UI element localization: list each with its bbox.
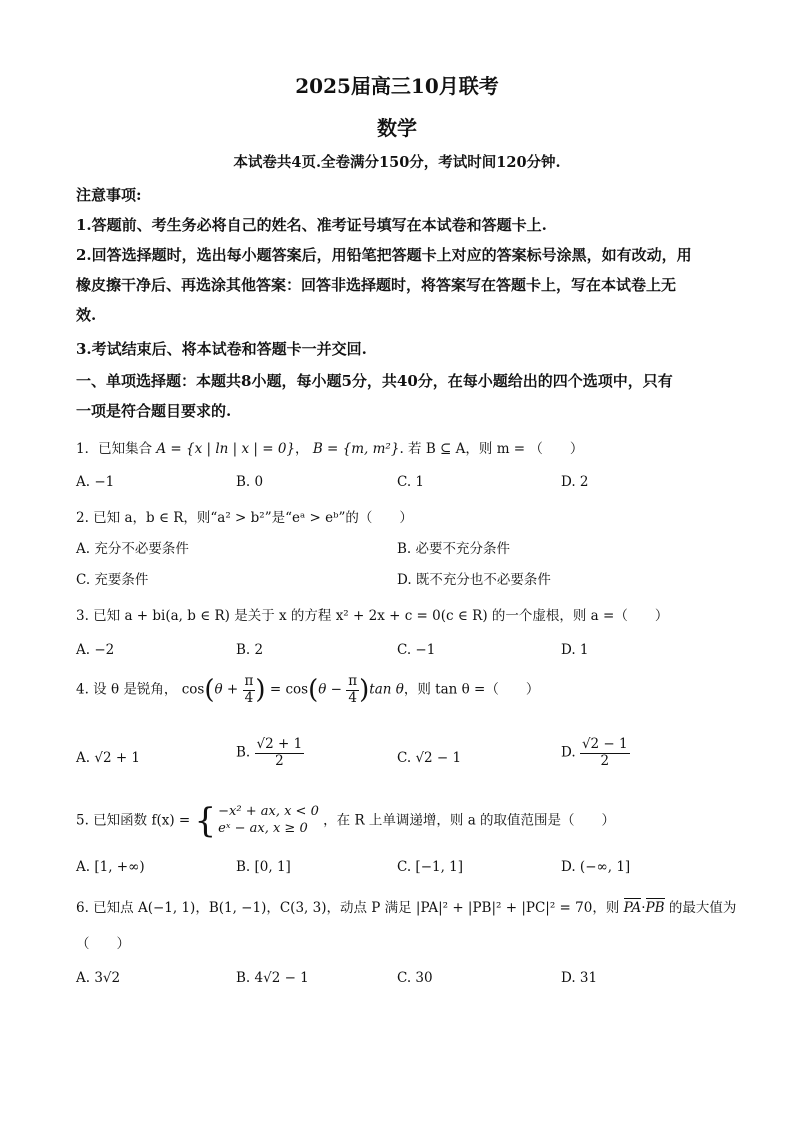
exam-title: 2025届高三10月联考 bbox=[295, 74, 499, 98]
q6-stem-a: 6. 已知点 A(−1, 1)，B(1, −1)，C(3, 3)，动点 P 满足 |PA|² + |PB|² + |PC|² = 70，则 bbox=[76, 900, 620, 916]
note-1: 1.答题前、考生务必将自己的姓名、准考证号填写在本试卷和答题卡上. bbox=[76, 216, 547, 234]
q6-stem-b: 的最大值为 bbox=[668, 900, 737, 916]
q5-piecewise bbox=[194, 801, 319, 841]
q4-cos-left: cos bbox=[181, 681, 205, 698]
question-3: 3. 已知 a + bi(a, b ∈ R) 是关于 x 的方程 x² + 2x + c = 0(c ∈ R) 的一个虚根，则 a =（ ） bbox=[76, 608, 669, 624]
q5-option-b: B. [0, 1] bbox=[236, 859, 291, 875]
q4-d-frac bbox=[580, 737, 630, 769]
q4-paren: ( bbox=[308, 675, 319, 706]
q4-b-frac bbox=[255, 737, 305, 769]
q6-option-d: D. 31 bbox=[561, 970, 598, 986]
q3-option-a: A. −2 bbox=[76, 642, 115, 658]
q4-option-b bbox=[236, 737, 304, 769]
q4-paren: ( bbox=[204, 675, 215, 706]
q5-option-d: D. (−∞, 1] bbox=[561, 859, 631, 875]
question-2: 2. 已知 a，b ∈ R，则“a² > b²”是“eᵃ > eᵇ”的（ ） bbox=[76, 510, 413, 526]
q6-option-a: A. 3√2 bbox=[76, 970, 121, 986]
q2-option-a: A. 充分不必要条件 bbox=[76, 541, 189, 557]
q1-option-a: A. −1 bbox=[76, 474, 115, 490]
q2-option-d: D. 既不充分也不必要条件 bbox=[397, 572, 551, 588]
section-heading-line-2: 一项是符合题目要求的. bbox=[76, 402, 232, 420]
question-6 bbox=[76, 896, 736, 916]
q4-c-label: C. bbox=[397, 750, 412, 766]
question-4: 4. 设 θ 是锐角， cos(θ + $\frac{\pi}{4}$ ) = cos(θ − $\frac{\pi}{4}$ )tan θ，则 tan θ =（ ） bbox=[76, 673, 540, 706]
q5-case-2: eˣ − ax, x ≥ 0 bbox=[218, 821, 308, 836]
q3-option-b: B. 2 bbox=[236, 642, 264, 658]
question-5 bbox=[76, 801, 616, 841]
q4-cos-right: cos bbox=[285, 681, 309, 698]
q4-a-value: √2 + 1 bbox=[94, 750, 141, 766]
q4-d-den: 2 bbox=[600, 752, 610, 769]
note-2-line-1: 2.回答选择题时，选出每小题答案后，用铅笔把答题卡上对应的答案标号涂黑，如有改动，用 bbox=[76, 246, 692, 264]
q4-paren: ) bbox=[359, 675, 370, 706]
q5-option-c: C. [−1, 1] bbox=[397, 859, 464, 875]
q1-prefix: 1．已知集合 bbox=[76, 441, 153, 457]
q1-condition: 若 B ⊆ A，则 bbox=[408, 441, 493, 457]
q4-four-left: 4 bbox=[244, 689, 254, 706]
q1-set-a: A = {x | ln | x | = 0} bbox=[156, 441, 296, 457]
q3-option-d: D. 1 bbox=[561, 642, 589, 658]
q6-option-b: B. 4√2 − 1 bbox=[236, 970, 309, 986]
q4-frac-left bbox=[243, 674, 256, 706]
q4-theta-plus: θ + bbox=[214, 681, 239, 698]
q4-a-label: A. bbox=[76, 750, 91, 766]
q3-option-c: C. −1 bbox=[397, 642, 436, 658]
q1-option-d: D. 2 bbox=[561, 474, 589, 490]
exam-info: 本试卷共4页.全卷满分150分，考试时间120分钟. bbox=[233, 154, 561, 171]
q5-tail: ，在 R 上单调递增，则 a 的取值范围是（ ） bbox=[323, 812, 616, 829]
q4-d-label: D. bbox=[561, 744, 576, 761]
note-2-line-3: 效. bbox=[76, 306, 97, 324]
q1-option-b: B. 0 bbox=[236, 474, 264, 490]
q4-four-right: 4 bbox=[348, 689, 357, 706]
q2-option-c: C. 充要条件 bbox=[76, 572, 149, 588]
q4-option-c bbox=[397, 750, 461, 766]
q4-b-label: B. bbox=[236, 744, 251, 761]
q4-b-num: √2 + 1 bbox=[256, 736, 303, 752]
q4-option-d bbox=[561, 737, 630, 769]
q5-option-a: A. [1, +∞) bbox=[76, 859, 145, 875]
q4-d-num: √2 − 1 bbox=[581, 736, 628, 752]
note-2-line-2: 橡皮擦干净后、再选涂其他答案：回答非选择题时，将答案写在答题卡上，写在本试卷上无 bbox=[76, 276, 677, 294]
q4-theta-minus: θ − bbox=[318, 681, 342, 698]
q6-vector-pb: PB bbox=[645, 900, 665, 916]
q4-paren: ) bbox=[255, 675, 266, 706]
question-1: 1．已知集合 A = {x | ln | x | = 0}， B = {m, m²}. 若 B ⊆ A，则 m = （ ） bbox=[76, 441, 584, 457]
q6-dot: · bbox=[641, 900, 646, 916]
q4-pi-left: π bbox=[244, 673, 254, 689]
q4-tan: tan θ bbox=[369, 681, 404, 698]
notes-heading: 注意事项: bbox=[76, 186, 142, 204]
note-3: 3.考试结束后、将本试卷和答题卡一并交回. bbox=[76, 340, 367, 358]
q1-option-c: C. 1 bbox=[397, 474, 425, 490]
q5-brace: { bbox=[194, 801, 217, 841]
q1-set-b: B = {m, m²} bbox=[312, 441, 400, 457]
section-heading-line-1: 一、单项选择题：本题共8小题，每小题5分，共40分，在每小题给出的四个选项中，只有 bbox=[76, 372, 673, 390]
q4-pi-right: π bbox=[348, 673, 358, 689]
q4-tail: ，则 tan θ =（ ） bbox=[403, 681, 540, 698]
q4-c-value: √2 − 1 bbox=[415, 750, 462, 766]
q4-b-den: 2 bbox=[275, 752, 284, 769]
q5-cases bbox=[218, 804, 319, 838]
q5-prefix: 5. 已知函数 f(x) = bbox=[76, 812, 191, 829]
q6-option-c: C. 30 bbox=[397, 970, 433, 986]
subject-title: 数学 bbox=[377, 116, 417, 140]
q6-answer-paren: （ ） bbox=[76, 936, 130, 952]
q1-ask: m = （ ） bbox=[496, 441, 584, 457]
q4-option-a bbox=[76, 750, 140, 766]
q6-vector-pa: PA bbox=[623, 900, 642, 916]
q5-case-1: −x² + ax, x < 0 bbox=[218, 804, 319, 820]
q2-option-b: B. 必要不充分条件 bbox=[397, 541, 511, 557]
q4-prefix: 4. 设 θ 是锐角， bbox=[76, 681, 178, 698]
q4-frac-right bbox=[346, 674, 359, 706]
